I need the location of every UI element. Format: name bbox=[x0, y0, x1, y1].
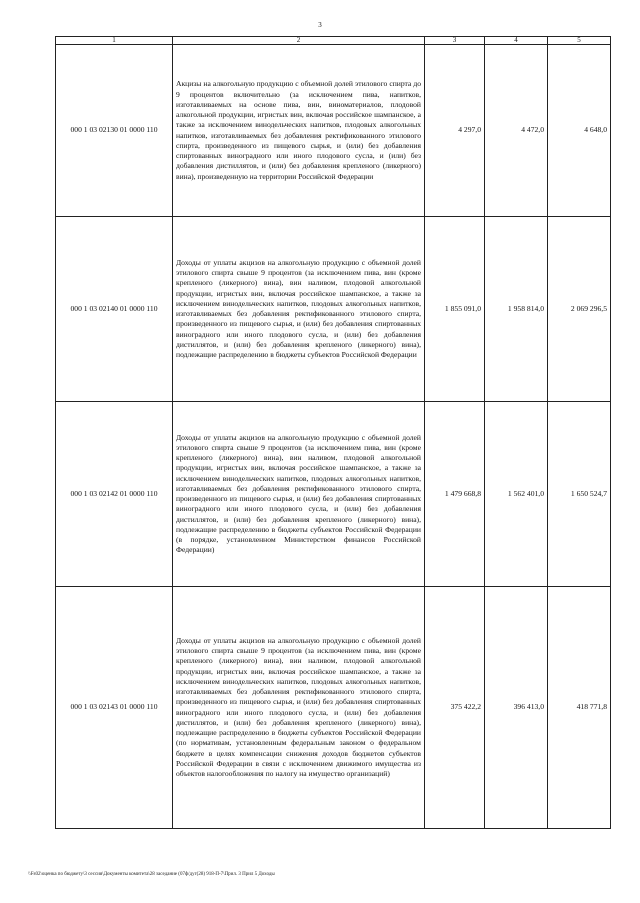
amount-cell-col5: 4 648,0 bbox=[548, 45, 611, 217]
amount-cell-col3: 1 479 668,8 bbox=[425, 402, 485, 587]
page-number: 3 bbox=[318, 21, 322, 29]
table-row bbox=[56, 402, 611, 587]
amount-cell-col3: 1 855 091,0 bbox=[425, 217, 485, 402]
amount-cell-col5: 2 069 296,5 bbox=[548, 217, 611, 402]
description-cell: Доходы от уплаты акцизов на алкогольную продукцию с объемной долей этилового спирта свыше 9 процентов (за исключением пива, вин (кроме крепленого (ликерного) вина), вин наливом, плодовой алкогольной продукции, игристых вин, включая российское шампанское, а также за исключением винодельческих напитков, плодовых алкогольных напитков, изготавливаемых без добавления ректификованного этилового спирта, произведенного из пищевого сырья, и (или) без добавления спиртованных виноградного или иного плодового сусла, и (или) без добавления дистиллятов, и (или) без добавления крепленого (ликерного) вина), подлежащие распределению в бюджеты субъектов Российской Федерации bbox=[173, 217, 425, 402]
description-cell: Доходы от уплаты акцизов на алкогольную продукцию с объемной долей этилового спирта свыше 9 процентов (за исключением пива, вин (кроме крепленого (ликерного) вина), вин наливом, плодовой алкогольной продукции, игристых вин, включая российское шампанское, а также за исключением винодельческих напитков, плодовых алкогольных напитков, изготавливаемых без добавления ректификованного этилового спирта, произведенного из пищевого сырья, и (или) без добавления спиртованных виноградного или иного плодового сусла, и (или) без добавления дистиллятов, и (или) без добавления крепленого (ликерного) вина), подлежащие распределению в бюджеты субъектов Российской Федерации (по нормативам, установленным федеральным законом о федеральном бюджете в целях компенсации снижения доходов бюджетов субъектов Российской Федерации в связи с исключением движимого имущества из объектов налогообложения по налогу на имущество организаций) bbox=[173, 587, 425, 829]
column-header: 2 bbox=[173, 37, 425, 45]
budget-code-cell: 000 1 03 02140 01 0000 110 bbox=[56, 217, 173, 402]
description-cell: Акцизы на алкогольную продукцию с объемной долей этилового спирта до 9 процентов включительно (за исключением пива, напитков, изготавливаемых на основе пива, вин, виноматериалов, плодовой алкогольной продукции, игристых вин, включая российское шампанское, а также за исключением винодельческих напитков, плодовых алкогольных напитков, изготавливаемых без добавления ректификованного этилового спирта, произведенного из пищевого сырья, и (или) без добавления спиртованных виноградного или иного плодового сусла, и (или) без добавления дистиллятов, и (или) без добавления крепленого (ликерного) вина), произведенную на территории Российской Федерации bbox=[173, 45, 425, 217]
budget-code-cell: 000 1 03 02143 01 0000 110 bbox=[56, 587, 173, 829]
amount-cell-col5: 1 650 524,7 bbox=[548, 402, 611, 587]
column-header: 4 bbox=[485, 37, 548, 45]
table-row bbox=[56, 217, 611, 402]
column-header: 5 bbox=[548, 37, 611, 45]
budget-code-cell: 000 1 03 02130 01 0000 110 bbox=[56, 45, 173, 217]
amount-cell-col3: 4 297,0 bbox=[425, 45, 485, 217]
revenue-table bbox=[55, 36, 611, 829]
table-row bbox=[56, 45, 611, 217]
amount-cell-col4: 4 472,0 bbox=[485, 45, 548, 217]
amount-cell-col4: 1 958 814,0 bbox=[485, 217, 548, 402]
amount-cell-col5: 418 771,8 bbox=[548, 587, 611, 829]
table-row bbox=[56, 587, 611, 829]
amount-cell-col4: 1 562 401,0 bbox=[485, 402, 548, 587]
footer-file-path: \\Fs02\оценка по бюджету\3 сессия\Документы комитета\28 заседание (07ф/дуг(28) 918-П-7\Прил. 3 Прил 5 Доходы bbox=[28, 872, 275, 877]
table-header-row bbox=[56, 37, 611, 45]
budget-code-cell: 000 1 03 02142 01 0000 110 bbox=[56, 402, 173, 587]
amount-cell-col4: 396 413,0 bbox=[485, 587, 548, 829]
amount-cell-col3: 375 422,2 bbox=[425, 587, 485, 829]
description-cell: Доходы от уплаты акцизов на алкогольную продукцию с объемной долей этилового спирта свыше 9 процентов (за исключением пива, вин (кроме крепленого (ликерного) вина), вин наливом, плодовой алкогольной продукции, игристых вин, включая российское шампанское, а также за исключением винодельческих напитков, плодовых алкогольных напитков, изготавливаемых без добавления ректификованного этилового спирта, произведенного из пищевого сырья, и (или) без добавления спиртованных виноградного или иного плодового сусла, и (или) без добавления дистиллятов, и (или) без добавления крепленого (ликерного) вина), подлежащие распределению в бюджеты субъектов Российской Федерации (в порядке, установленном Министерством финансов Российской Федерации) bbox=[173, 402, 425, 587]
column-header: 1 bbox=[56, 37, 173, 45]
column-header: 3 bbox=[425, 37, 485, 45]
